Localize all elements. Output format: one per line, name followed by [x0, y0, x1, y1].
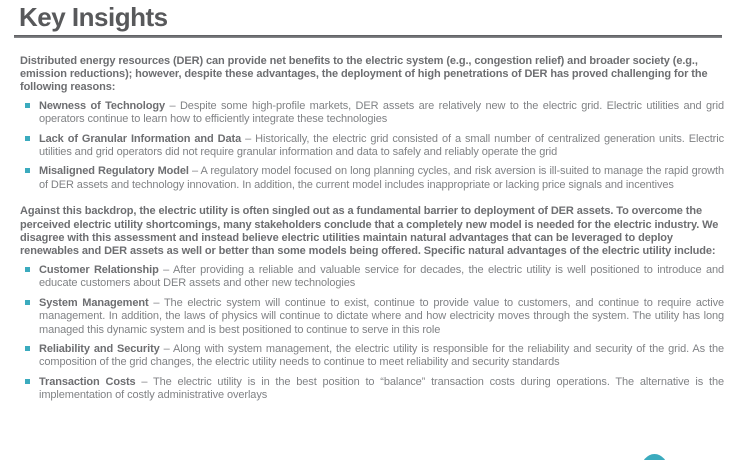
bullet-lead: Transaction Costs	[39, 375, 136, 388]
bullet-body: – The electric system will continue to exist, continue to provide value to customers, and continue to require active management. In addition, the laws of physics will continue to dictate where and how electricity moves through the system. The utility has long managed this dynamic system and is best positioned to continue to serve in this role	[39, 296, 725, 336]
list-item	[20, 343, 724, 370]
list-item	[20, 376, 724, 403]
list-item	[20, 264, 724, 291]
list-item	[20, 297, 724, 337]
bullet-square-icon	[25, 136, 30, 141]
bullet-lead: Misaligned Regulatory Model	[39, 165, 189, 178]
bullet-body: – The electric utility is in the best position to “balance” transaction costs during operations. The alternative is the implementation of costly administrative overlays	[39, 375, 724, 402]
logo-arc-icon	[641, 454, 668, 460]
bullet-lead: Lack of Granular Information and Data	[39, 132, 242, 145]
list-item	[20, 165, 724, 192]
list-item	[20, 100, 724, 127]
bullet-square-icon	[25, 103, 30, 108]
bullet-body: – Historically, the electric grid consisted of a small number of centralized generation units. Electric utilities and grid operators did not require granular information and data to safely and reliably operate the grid	[39, 132, 724, 159]
advantages-bullet-list	[20, 264, 724, 403]
bullet-body: – Along with system management, the electric utility is responsible for the reliability and security of the grid. As the composition of the grid changes, the electric utility needs to continue to meet reliability and security standards	[39, 342, 724, 369]
slide-header	[0, 0, 740, 38]
bullet-square-icon	[25, 300, 30, 305]
slide-body	[0, 38, 740, 403]
page-title: Key Insights	[19, 2, 168, 32]
challenges-bullet-list	[20, 100, 724, 192]
bullet-body: – After providing a reliable and valuable service for decades, the electric utility is well positioned to introduce and educate customers about DER assets and other new technologies	[39, 263, 725, 290]
bullet-lead: Newness of Technology	[39, 99, 166, 112]
bullet-body: – Despite some high-profile markets, DER assets are relatively new to the electric grid. Electric utilities and grid operators continue to learn how to efficiently integrate these technologies	[39, 99, 724, 126]
bullet-square-icon	[25, 346, 30, 351]
intro-paragraph-challenges: Distributed energy resources (DER) can provide net benefits to the electric system (e.g., congestion relief) and broader society (e.g., emission reductions); however, despite these advantages, the deployment of high penetrations of DER has proved challenging for the following reasons:	[20, 54, 708, 94]
bullet-body: – A regulatory model focused on long planning cycles, and risk aversion is ill-suited to manage the rapid growth of DER assets and technology innovation. In addition, the current model includes inappropriate or lacking price signals and incentives	[39, 165, 724, 191]
bullet-square-icon	[25, 379, 30, 384]
intro-paragraph-advantages: Against this backdrop, the electric utility is often singled out as a fundamental barrier to deployment of DER assets. To overcome the perceived electric utility shortcomings, many stakeholders conclude that a completely new model is needed for the electric industry. We disagree with this assessment and instead believe electric utilities maintain natural advantages that can be leveraged to deploy renewables and DER assets as well or better than some models being offered. Specific natural advantages of the electric utility include:	[20, 205, 719, 258]
bullet-lead: System Management	[39, 296, 149, 309]
bullet-lead: Customer Relationship	[39, 263, 159, 276]
bullet-lead: Reliability and Security	[39, 342, 160, 355]
list-item	[20, 133, 724, 160]
bullet-square-icon	[25, 267, 30, 272]
bullet-square-icon	[25, 168, 30, 173]
